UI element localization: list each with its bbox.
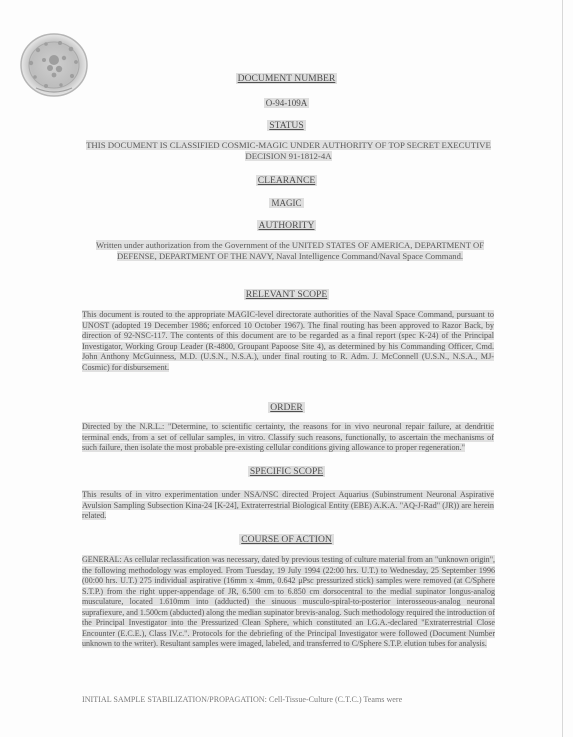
relevant-scope-text: This document is routed to the appropriate MAGIC-level directorate authorities of the Naval Space Command, pursuant to UNOST (adopted 19 December 1986; enforced 10 October 1967). The final routing has been approved to Razor Back, by direction of 92-NSC-117. The contents of this document are to be regarded as a final report (spec K-24) of the Principal Investigator, Working Group Leader (R-4800, Groupant Papoose Site 4), as determined by his Commanding Officer, Cmd. John Anthony McGuinness, M.D. (U.S.N., N.S.A.), under final routing to R. Adm. J. McConnell (U.S.N., N.S.A., MJ-Cosmic) for disbursement. (82, 310, 494, 372)
department-seal-icon (16, 30, 92, 100)
relevant-scope-heading: RELEVANT SCOPE (245, 289, 328, 300)
status-text: THIS DOCUMENT IS CLASSIFIED COSMIC-MAGIC UNDER AUTHORITY OF TOP SECRET EXECUTIVE DECISION 91-1812-4A (86, 140, 491, 161)
page-edge-line (562, 0, 563, 737)
status-heading: STATUS (269, 120, 304, 131)
course-of-action-text: GENERAL: As cellular reclassification was necessary, dated by previous testing of culture material from an "unknown origin", the following methodology was employed. From Tuesday, 19 July 1994 (22:00 hrs. U.T.) to Wednesday, 25 September 1996 (00:00 hrs. U.T.) 275 individual aspirative (16mm x 4mm, 0.642 μPsc pressurized stick) samples were removed (at C/Sphere S.T.P.) from the right upper-appendage of JR, 6.500 cm to 6.850 cm dorsocentral to the medial supinator longus-analog musculature, located 1.610mm into (adducted) the sinuous musculo-spiral-to-posterior interosseous-analog neuronal suprafiexure, and 1.500cm (abducted) along the median supinator brevis-analog. Such methodology required the introduction of the Principal Investigator into the Pressurized Clean Sphere, which constituted an I.G.A.-declared "Extraterrestrial Close Encounter (E.C.E.), Class IV.c.". Protocols for the debriefing of the Principal Investigator were followed (Document Number unknown to the writer). Resultant samples were imaged, labeled, and transferred to C/Sphere S.T.P. elution tubes for analysis. (82, 555, 495, 648)
specific-scope-heading: SPECIFIC SCOPE (249, 466, 324, 477)
course-of-action-heading: COURSE OF ACTION (241, 534, 332, 545)
clearance-heading: CLEARANCE (257, 175, 316, 186)
clearance-value: MAGIC (271, 198, 302, 208)
course-of-action-next-line: INITIAL SAMPLE STABILIZATION/PROPAGATION: Cell-Tissue-Culture (C.T.C.) Teams were (82, 695, 403, 704)
authority-text: Written under authorization from the Government of the UNITED STATES OF AMERICA, DEPARTMENT OF DEFENSE, DEPARTMENT OF THE NAVY, Naval Intelligence Command/Naval Space Command. (96, 240, 484, 262)
document-number-heading: DOCUMENT NUMBER (237, 73, 336, 84)
order-heading: ORDER (270, 402, 303, 413)
document-number-value: O-94-109A (265, 98, 308, 108)
order-text: Directed by the N.R.L.: "Determine, to scientific certainty, the reasons for in vivo neuronal repair failure, at dendritic terminal ends, from a set of cellular samples, in vitro. Classify such reasons, functionally, to ascertain the mechanisms of such failure, then isolate the most probable pre-existing cellular conditions giving allowance to proper regeneration." (82, 422, 494, 453)
authority-heading: AUTHORITY (258, 220, 315, 231)
specific-scope-text: This results of in vitro experimentation under NSA/NSC directed Project Aquarius (Subinstrument Neuronal Aspirative Avulsion Sampling Subsection Kina-24 [K-24], Extraterrestrial Biological Entity (EBE) A.K.A. "AQ-J-Rad" (JR)) are herein related. (82, 490, 494, 521)
